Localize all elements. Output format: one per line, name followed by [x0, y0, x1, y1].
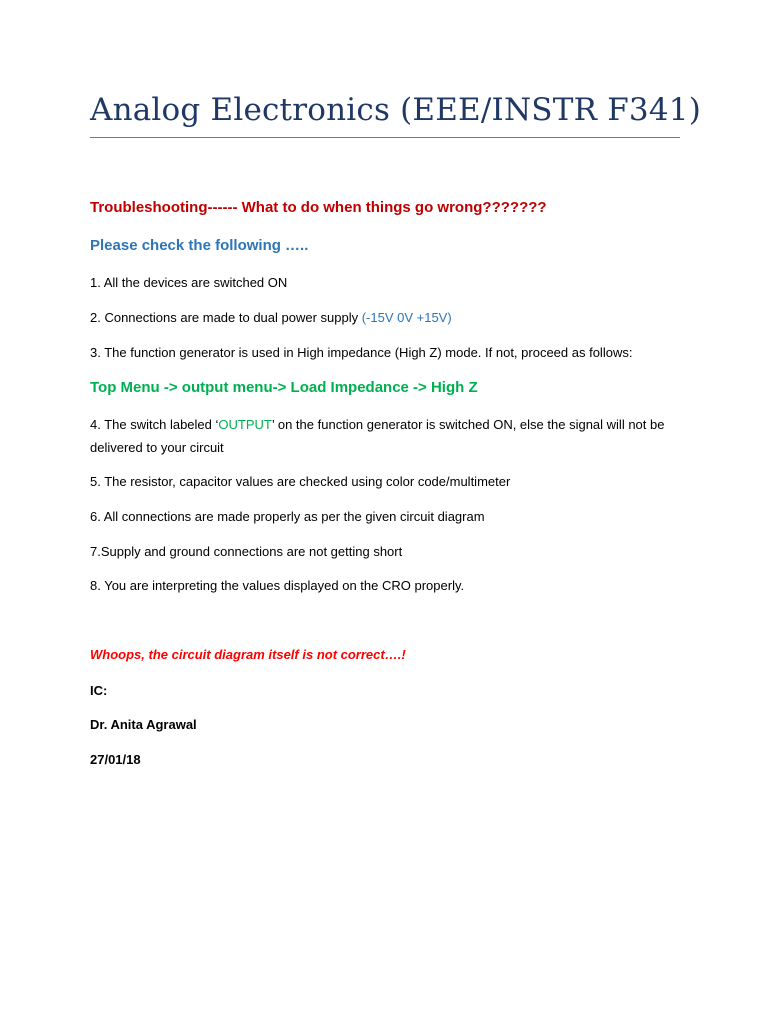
checklist-item-4	[90, 413, 680, 459]
troubleshooting-heading: Troubleshooting------ What to do when things go wrong???????	[90, 199, 547, 216]
document-date: 27/01/18	[90, 752, 141, 767]
checklist-item-2	[90, 310, 452, 325]
instructor-name: Dr. Anita Agrawal	[90, 717, 197, 732]
checklist-item-5: 5. The resistor, capacitor values are checked using color code/multimeter	[90, 474, 511, 489]
checklist-item-8: 8. You are interpreting the values displayed on the CRO properly.	[90, 578, 465, 593]
output-label: OUTPUT	[218, 417, 272, 432]
menu-path: Top Menu -> output menu-> Load Impedance -> High Z	[90, 379, 478, 396]
checklist-item-1: 1. All the devices are switched ON	[90, 275, 288, 290]
checklist-item-2-text: 2. Connections are made to dual power supply	[90, 310, 362, 325]
document-title: Analog Electronics (EEE/INSTR F341)	[90, 92, 701, 128]
checklist-item-4-suffix: ’ on the function generator is switched ON, else the signal will not be delivered to your circuit	[90, 417, 665, 455]
whoops-note: Whoops, the circuit diagram itself is not correct….!	[90, 647, 406, 662]
ic-label: IC:	[90, 683, 108, 698]
checklist-heading: Please check the following …..	[90, 237, 309, 254]
checklist-item-3: 3. The function generator is used in High impedance (High Z) mode. If not, proceed as follows:	[90, 345, 633, 360]
title-underline	[90, 137, 680, 138]
checklist-item-7: 7.Supply and ground connections are not getting short	[90, 544, 403, 559]
checklist-item-4-prefix: 4. The switch labeled ‘	[90, 417, 219, 432]
checklist-item-6: 6. All connections are made properly as per the given circuit diagram	[90, 509, 485, 524]
voltage-values: (-15V 0V +15V)	[361, 310, 452, 325]
